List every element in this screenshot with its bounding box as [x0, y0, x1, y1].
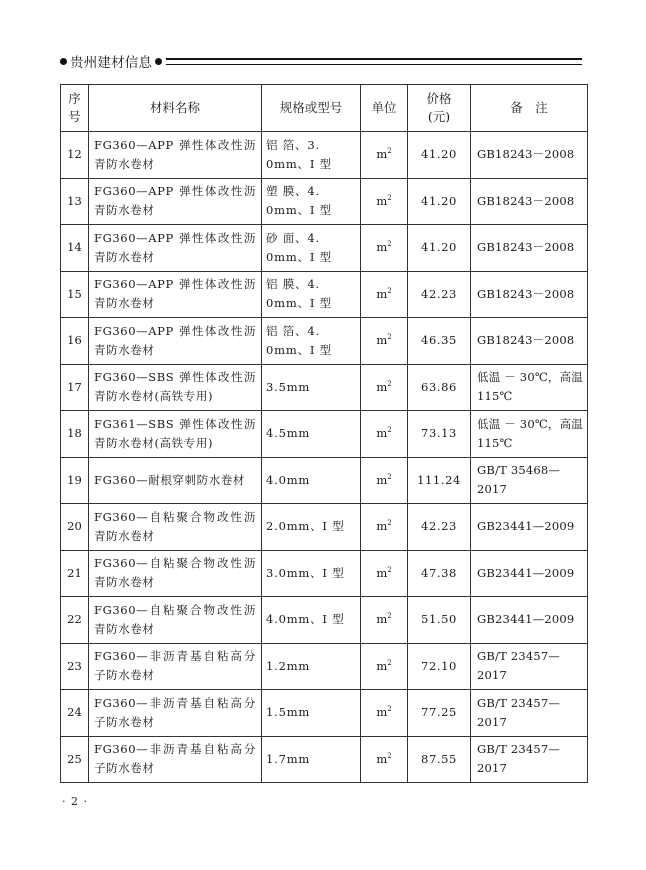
note-cell: GB/T 23457—2017: [471, 690, 588, 737]
spec-cell: 砂 面、4. 0mm、I 型: [262, 225, 361, 272]
unit-superscript: 2: [387, 286, 392, 295]
material-name: FG360—非沥青基自粘高分子防水卷材: [89, 736, 262, 783]
spec-cell: 4.0mm: [262, 457, 361, 504]
unit-superscript: 2: [387, 612, 392, 621]
unit-base: m: [376, 751, 388, 766]
header-price-line2: (元): [427, 109, 451, 124]
unit-superscript: 2: [387, 379, 392, 388]
unit-base: m: [376, 472, 388, 487]
price-cell: 51.50: [408, 597, 471, 644]
table-row: [61, 178, 588, 225]
unit-cell: [361, 597, 408, 644]
row-number: 20: [61, 504, 89, 551]
spec-cell: 1.7mm: [262, 736, 361, 783]
unit-base: m: [376, 658, 388, 673]
note-cell: GB/T 35468—2017: [471, 457, 588, 504]
material-name: FG360—耐根穿刺防水卷材: [89, 457, 262, 504]
spec-cell: 4.5mm: [262, 411, 361, 458]
row-number: 16: [61, 318, 89, 365]
unit-base: m: [376, 705, 388, 720]
note-cell: 低温 － 30℃，高温 115℃: [471, 411, 588, 458]
unit-cell: [361, 132, 408, 179]
unit-cell: [361, 411, 408, 458]
table-row: [61, 597, 588, 644]
price-cell: 41.20: [408, 132, 471, 179]
material-name: FG360—非沥青基自粘高分子防水卷材: [89, 643, 262, 690]
header-index-line1: 序: [68, 91, 81, 106]
header-name: 材料名称: [89, 85, 262, 132]
unit-cell: [361, 178, 408, 225]
material-name: FG360—自粘聚合物改性沥青防水卷材: [89, 597, 262, 644]
unit-cell: [361, 550, 408, 597]
unit-base: m: [376, 565, 388, 580]
row-number: 14: [61, 225, 89, 272]
unit-base: m: [376, 612, 388, 627]
note-cell: GB18243－2008: [471, 178, 588, 225]
unit-superscript: 2: [387, 751, 392, 760]
unit-cell: [361, 318, 408, 365]
unit-base: m: [376, 240, 388, 255]
unit-superscript: 2: [387, 147, 392, 156]
unit-superscript: 2: [387, 472, 392, 481]
row-number: 19: [61, 457, 89, 504]
unit-base: m: [376, 333, 388, 348]
price-cell: 47.38: [408, 550, 471, 597]
spec-cell: 4.0mm、I 型: [262, 597, 361, 644]
unit-base: m: [376, 379, 388, 394]
spec-cell: 2.0mm、I 型: [262, 504, 361, 551]
material-name: FG360—APP 弹性体改性沥青防水卷材: [89, 178, 262, 225]
material-name: FG360—SBS 弹性体改性沥青防水卷材(高铁专用): [89, 364, 262, 411]
unit-base: m: [376, 147, 388, 162]
unit-superscript: 2: [387, 658, 392, 667]
spec-cell: 1.5mm: [262, 690, 361, 737]
table-row: [61, 457, 588, 504]
price-cell: 41.20: [408, 225, 471, 272]
unit-base: m: [376, 519, 388, 534]
table-row: [61, 550, 588, 597]
note-cell: 低温 － 30℃，高温 115℃: [471, 364, 588, 411]
price-cell: 63.86: [408, 364, 471, 411]
unit-superscript: 2: [387, 193, 392, 202]
material-name: FG360—自粘聚合物改性沥青防水卷材: [89, 504, 262, 551]
table-row: [61, 364, 588, 411]
header-index: [61, 85, 89, 132]
material-name: FG360—自粘聚合物改性沥青防水卷材: [89, 550, 262, 597]
price-cell: 72.10: [408, 643, 471, 690]
table-row: [61, 504, 588, 551]
spec-cell: 3.5mm: [262, 364, 361, 411]
row-number: 15: [61, 271, 89, 318]
material-name: FG361—SBS 弹性体改性沥青防水卷材(高铁专用): [89, 411, 262, 458]
note-cell: GB23441—2009: [471, 504, 588, 551]
header-index-line2: 号: [68, 109, 81, 124]
note-cell: GB/T 23457—2017: [471, 643, 588, 690]
note-cell: GB18243－2008: [471, 318, 588, 365]
table-row: [61, 411, 588, 458]
price-cell: 46.35: [408, 318, 471, 365]
table-row: [61, 318, 588, 365]
table-row: [61, 690, 588, 737]
price-cell: 77.25: [408, 690, 471, 737]
unit-superscript: 2: [387, 333, 392, 342]
note-cell: GB/T 23457—2017: [471, 736, 588, 783]
unit-superscript: 2: [387, 565, 392, 574]
table-row: [61, 643, 588, 690]
table-row: [61, 736, 588, 783]
bullet-dot-icon: [155, 58, 162, 65]
row-number: 17: [61, 364, 89, 411]
bullet-dot-icon: [60, 58, 67, 65]
material-name: FG360—APP 弹性体改性沥青防水卷材: [89, 271, 262, 318]
row-number: 12: [61, 132, 89, 179]
page-header: [60, 51, 582, 71]
unit-base: m: [376, 426, 388, 441]
unit-superscript: 2: [387, 519, 392, 528]
unit-superscript: 2: [387, 426, 392, 435]
row-number: 23: [61, 643, 89, 690]
note-cell: GB23441—2009: [471, 597, 588, 644]
price-cell: 41.20: [408, 178, 471, 225]
price-cell: 111.24: [408, 457, 471, 504]
spec-cell: 1.2mm: [262, 643, 361, 690]
row-number: 13: [61, 178, 89, 225]
spec-cell: 铝 箔、3. 0mm、I 型: [262, 132, 361, 179]
row-number: 24: [61, 690, 89, 737]
note-cell: GB18243－2008: [471, 225, 588, 272]
price-table: [60, 84, 588, 783]
header-unit: 单位: [361, 85, 408, 132]
unit-cell: [361, 225, 408, 272]
spec-cell: 铝 膜、4. 0mm、I 型: [262, 271, 361, 318]
material-name: FG360—APP 弹性体改性沥青防水卷材: [89, 318, 262, 365]
note-cell: GB18243－2008: [471, 271, 588, 318]
row-number: 22: [61, 597, 89, 644]
header-rule: [166, 58, 582, 65]
header-price-line1: 价格: [426, 91, 452, 106]
unit-cell: [361, 271, 408, 318]
row-number: 25: [61, 736, 89, 783]
spec-cell: 铝 箔、4. 0mm、I 型: [262, 318, 361, 365]
price-cell: 42.23: [408, 504, 471, 551]
table-row: [61, 271, 588, 318]
material-name: FG360—非沥青基自粘高分子防水卷材: [89, 690, 262, 737]
unit-cell: [361, 364, 408, 411]
unit-superscript: 2: [387, 240, 392, 249]
row-number: 18: [61, 411, 89, 458]
note-cell: GB18243－2008: [471, 132, 588, 179]
row-number: 21: [61, 550, 89, 597]
header-title: 贵州建材信息: [70, 55, 153, 71]
unit-cell: [361, 504, 408, 551]
spec-cell: 塑 膜、4. 0mm、I 型: [262, 178, 361, 225]
price-cell: 87.55: [408, 736, 471, 783]
header-note: 备 注: [471, 85, 588, 132]
unit-cell: [361, 690, 408, 737]
page-number: · 2 ·: [62, 795, 88, 808]
table-row: [61, 225, 588, 272]
table-row: [61, 132, 588, 179]
unit-base: m: [376, 193, 388, 208]
material-name: FG360—APP 弹性体改性沥青防水卷材: [89, 132, 262, 179]
unit-superscript: 2: [387, 705, 392, 714]
spec-cell: 3.0mm、I 型: [262, 550, 361, 597]
unit-base: m: [376, 286, 388, 301]
table-header-row: [61, 85, 588, 132]
material-name: FG360—APP 弹性体改性沥青防水卷材: [89, 225, 262, 272]
header-price: [408, 85, 471, 132]
note-cell: GB23441—2009: [471, 550, 588, 597]
price-cell: 73.13: [408, 411, 471, 458]
header-spec: 规格或型号: [262, 85, 361, 132]
unit-cell: [361, 736, 408, 783]
unit-cell: [361, 457, 408, 504]
price-cell: 42.23: [408, 271, 471, 318]
unit-cell: [361, 643, 408, 690]
